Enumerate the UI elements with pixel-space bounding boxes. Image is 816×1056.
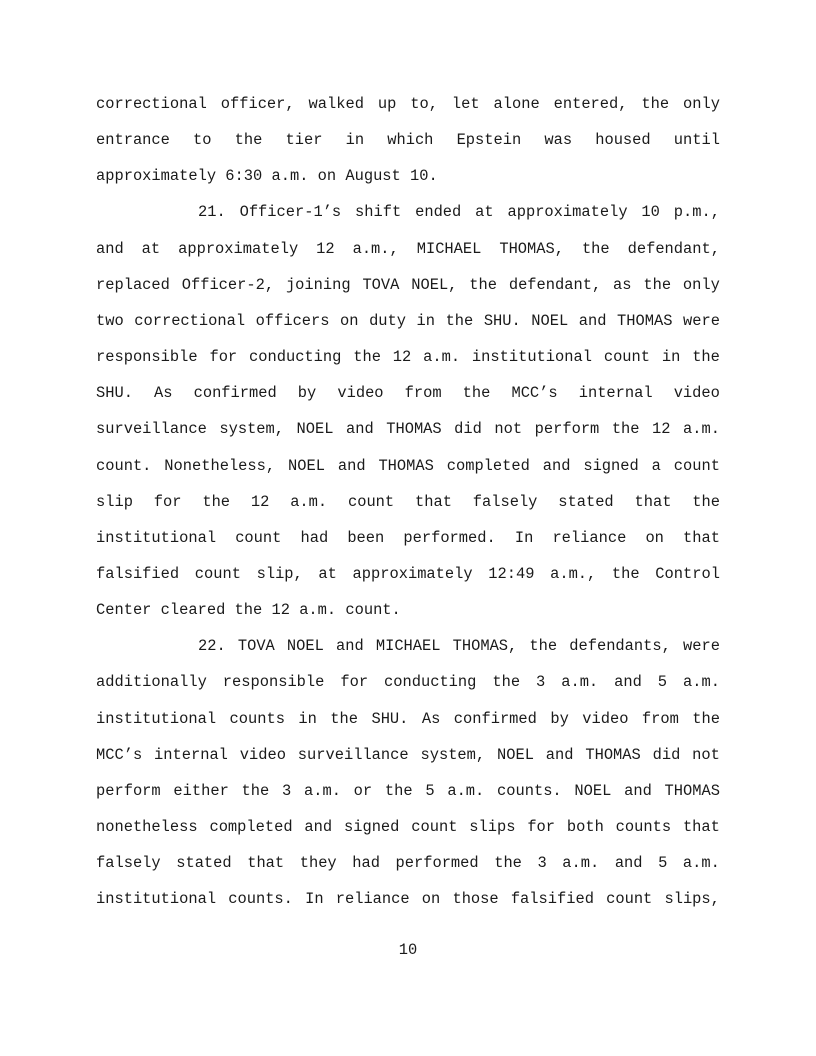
text-word: had bbox=[352, 854, 380, 873]
text-line bbox=[198, 636, 720, 656]
text-word: 3 bbox=[537, 854, 547, 873]
text-word: approximately bbox=[178, 239, 299, 258]
text-word: that bbox=[634, 492, 672, 511]
text-word: and bbox=[614, 673, 642, 692]
text-word: the bbox=[641, 95, 670, 113]
text-word: and bbox=[542, 456, 571, 475]
text-word: the bbox=[494, 854, 522, 873]
text-word: at bbox=[475, 203, 494, 222]
text-word: for bbox=[527, 818, 556, 836]
text-word: system, bbox=[219, 420, 285, 439]
text-word: Officer-2, bbox=[181, 275, 275, 294]
text-word: reliance bbox=[335, 890, 410, 909]
text-word: let bbox=[451, 95, 480, 113]
text-word: perform bbox=[534, 420, 600, 439]
text-word: in bbox=[298, 709, 317, 728]
text-word: they bbox=[299, 854, 337, 873]
text-word: THOMAS bbox=[386, 420, 442, 439]
text-word: until bbox=[673, 131, 720, 150]
text-word: performed bbox=[395, 854, 479, 873]
text-word: shift bbox=[355, 203, 402, 222]
text-word: 10 bbox=[641, 203, 660, 222]
text-word: In bbox=[305, 890, 324, 909]
text-word: correctional bbox=[134, 311, 246, 330]
text-word: NOEL bbox=[286, 637, 324, 656]
text-word: and bbox=[545, 745, 574, 764]
text-word: THOMAS bbox=[378, 456, 434, 475]
text-word: 5 bbox=[425, 781, 435, 800]
text-word: approximately bbox=[507, 203, 628, 222]
text-word: confirmed bbox=[193, 384, 277, 403]
text-word: additionally bbox=[96, 673, 207, 692]
text-word: and bbox=[614, 854, 643, 873]
text-word: 12 bbox=[652, 420, 671, 439]
text-word: 12:49 bbox=[488, 564, 535, 583]
text-word: only bbox=[683, 95, 720, 113]
text-word: counts. bbox=[497, 781, 562, 800]
text-word: MICHAEL bbox=[375, 637, 441, 656]
text-word: Nonetheless, bbox=[164, 456, 276, 475]
text-word: were bbox=[682, 311, 720, 330]
text-line bbox=[96, 564, 720, 584]
text-word: institutional bbox=[471, 348, 592, 367]
text-word: for bbox=[209, 348, 238, 367]
text-word: that bbox=[247, 854, 285, 873]
text-word: 5 bbox=[657, 673, 668, 692]
text-word: the bbox=[469, 275, 497, 294]
text-word: did bbox=[454, 420, 482, 439]
text-word: 3 bbox=[282, 781, 292, 800]
text-word: completed bbox=[446, 456, 530, 475]
text-word: THOMAS, bbox=[452, 637, 518, 656]
text-word: up bbox=[377, 95, 397, 113]
text-word: video bbox=[673, 384, 720, 403]
text-word: count bbox=[603, 348, 651, 367]
text-word: the bbox=[692, 348, 720, 367]
text-word: that bbox=[683, 528, 720, 547]
text-word: SHU. bbox=[371, 709, 409, 728]
text-word: not bbox=[692, 745, 720, 764]
text-word: the bbox=[529, 637, 558, 656]
text-word: the bbox=[353, 348, 381, 367]
text-word: count bbox=[235, 528, 282, 547]
text-word: that bbox=[682, 818, 720, 836]
page-number: 10 bbox=[398, 941, 418, 959]
text-word: falsified bbox=[96, 564, 180, 583]
text-word: Epstein bbox=[456, 131, 522, 150]
text-word: did bbox=[652, 745, 681, 764]
text-line: approximately 6:30 a.m. on August 10. bbox=[96, 167, 438, 186]
text-word: in bbox=[345, 131, 365, 150]
text-word: joining bbox=[285, 275, 351, 294]
text-word: THOMAS bbox=[585, 745, 641, 764]
text-word: NOEL bbox=[288, 456, 325, 475]
text-word: the bbox=[492, 673, 521, 692]
text-word: and bbox=[624, 781, 652, 800]
text-word: surveillance bbox=[297, 745, 409, 764]
text-word: THOMAS bbox=[617, 311, 673, 330]
text-word: slips bbox=[469, 818, 516, 836]
text-word: correctional bbox=[96, 95, 207, 113]
text-line bbox=[96, 456, 720, 476]
text-word: responsible bbox=[222, 673, 325, 692]
text-word: a.m. bbox=[561, 673, 599, 692]
text-word: a.m. bbox=[423, 348, 461, 367]
text-word: NOEL bbox=[496, 745, 534, 764]
text-word: 3 bbox=[536, 673, 546, 692]
text-word: slips, bbox=[664, 890, 720, 909]
text-word: 12 bbox=[316, 239, 335, 258]
text-word: in bbox=[416, 311, 436, 330]
text-word: by bbox=[297, 384, 317, 403]
text-word: stated bbox=[558, 492, 614, 511]
text-line bbox=[96, 528, 720, 548]
text-word: a.m., bbox=[550, 564, 597, 583]
text-word: at bbox=[318, 564, 337, 583]
text-word: the bbox=[611, 420, 640, 439]
text-word: SHU. bbox=[96, 384, 133, 403]
text-word: the bbox=[202, 492, 231, 511]
text-word: the bbox=[234, 131, 263, 150]
text-word: signed bbox=[343, 818, 400, 836]
text-word: a.m. bbox=[303, 781, 341, 800]
text-word: video bbox=[337, 384, 384, 403]
text-word: entered, bbox=[553, 95, 628, 113]
text-word: Officer-1’s bbox=[239, 203, 342, 222]
text-line bbox=[96, 889, 720, 909]
text-word: NOEL bbox=[531, 311, 569, 330]
text-word: count bbox=[194, 564, 241, 583]
text-word: 12 bbox=[250, 492, 270, 511]
text-word: NOEL bbox=[574, 781, 612, 800]
text-word: as bbox=[613, 275, 632, 294]
text-word: Control bbox=[655, 564, 720, 583]
text-word: a bbox=[651, 456, 661, 475]
text-word: institutional bbox=[96, 890, 217, 909]
text-word: TOVA bbox=[362, 275, 400, 294]
text-line bbox=[96, 311, 720, 331]
text-word: SHU. bbox=[483, 311, 521, 330]
text-word: institutional bbox=[96, 528, 217, 547]
text-word: MICHAEL bbox=[416, 239, 482, 258]
text-word: surveillance bbox=[96, 420, 207, 439]
text-word: NOEL, bbox=[411, 275, 458, 294]
text-word: for bbox=[340, 673, 369, 692]
text-word: or bbox=[353, 781, 373, 800]
text-word: conducting bbox=[249, 348, 342, 367]
text-word: confirmed bbox=[453, 709, 537, 728]
text-word: from bbox=[404, 384, 442, 403]
text-word: by bbox=[550, 709, 569, 728]
text-word: a.m. bbox=[447, 781, 485, 800]
text-word: As bbox=[154, 384, 173, 403]
text-word: institutional bbox=[96, 709, 217, 728]
text-word: completed bbox=[209, 818, 293, 836]
text-word: walked bbox=[308, 95, 364, 113]
text-word: 21. bbox=[198, 203, 226, 222]
text-word: responsible bbox=[96, 348, 198, 367]
text-word: was bbox=[544, 131, 573, 150]
text-word: and bbox=[336, 637, 364, 656]
text-line bbox=[96, 347, 720, 367]
text-word: that bbox=[414, 492, 452, 511]
text-line bbox=[96, 275, 720, 295]
text-line bbox=[96, 745, 720, 765]
text-word: falsified bbox=[510, 890, 594, 909]
text-word: count bbox=[673, 456, 720, 475]
text-word: THOMAS bbox=[664, 781, 720, 800]
text-line bbox=[198, 202, 720, 222]
text-line bbox=[96, 781, 720, 801]
text-word: signed bbox=[583, 456, 639, 475]
text-word: NOEL bbox=[296, 420, 334, 439]
text-word: for bbox=[153, 492, 182, 511]
text-line bbox=[96, 94, 720, 114]
text-word: and bbox=[96, 239, 124, 258]
text-word: and bbox=[337, 456, 366, 475]
text-line bbox=[96, 709, 720, 729]
text-word: alone bbox=[493, 95, 540, 113]
text-word: 22. bbox=[198, 637, 226, 656]
text-word: were bbox=[682, 637, 720, 656]
text-word: approximately bbox=[352, 564, 473, 583]
text-word: those bbox=[452, 890, 499, 909]
text-word: officers bbox=[255, 311, 330, 330]
text-word: the bbox=[241, 781, 270, 800]
text-word: In bbox=[514, 528, 534, 547]
text-word: been bbox=[347, 528, 385, 547]
text-word: defendants, bbox=[569, 637, 671, 656]
text-word: and bbox=[304, 818, 333, 836]
text-word: THOMAS, bbox=[499, 239, 564, 258]
text-word: a.m., bbox=[352, 239, 399, 258]
text-word: the bbox=[643, 275, 672, 294]
text-word: defendant, bbox=[508, 275, 602, 294]
text-word: both bbox=[566, 818, 604, 836]
text-word: had bbox=[300, 528, 329, 547]
text-word: As bbox=[421, 709, 441, 728]
text-word: the bbox=[330, 709, 359, 728]
text-line bbox=[96, 817, 720, 837]
text-word: duty bbox=[369, 311, 407, 330]
text-word: two bbox=[96, 311, 124, 330]
text-line bbox=[96, 672, 720, 692]
text-word: at bbox=[141, 239, 161, 258]
text-word: counts bbox=[615, 818, 672, 836]
text-word: counts. bbox=[228, 890, 293, 909]
text-word: perform bbox=[96, 781, 161, 800]
text-word: which bbox=[387, 131, 434, 150]
text-word: slip bbox=[96, 492, 133, 511]
text-word: count bbox=[347, 492, 395, 511]
text-word: conducting bbox=[384, 673, 477, 692]
text-line bbox=[96, 239, 720, 259]
text-word: replaced bbox=[96, 275, 170, 294]
text-line: Center cleared the 12 a.m. count. bbox=[96, 601, 401, 620]
text-word: falsely bbox=[472, 492, 538, 511]
text-word: either bbox=[173, 781, 229, 800]
text-word: from bbox=[641, 709, 679, 728]
text-word: to bbox=[193, 131, 212, 150]
text-word: only bbox=[682, 275, 720, 294]
text-word: performed. bbox=[403, 528, 496, 547]
text-word: MCC’s bbox=[96, 745, 143, 764]
text-word: count bbox=[606, 890, 653, 909]
text-word: ended bbox=[415, 203, 462, 222]
text-word: video bbox=[582, 709, 629, 728]
text-word: MCC’s bbox=[511, 384, 558, 403]
text-word: internal bbox=[578, 384, 653, 403]
text-word: reliance bbox=[552, 528, 627, 547]
text-word: nonetheless bbox=[96, 818, 198, 836]
text-word: the bbox=[692, 492, 720, 511]
text-word: the bbox=[611, 564, 640, 583]
text-word: the bbox=[581, 239, 610, 258]
text-word: count. bbox=[96, 456, 152, 475]
text-word: a.m. bbox=[683, 420, 720, 439]
text-word: defendant, bbox=[627, 239, 720, 258]
text-word: stated bbox=[176, 854, 232, 873]
text-word: on bbox=[645, 528, 664, 547]
text-word: a.m. bbox=[683, 673, 720, 692]
text-word: to, bbox=[410, 95, 438, 113]
text-word: counts bbox=[229, 709, 285, 728]
text-line bbox=[96, 130, 720, 150]
text-word: and bbox=[346, 420, 374, 439]
text-word: tier bbox=[285, 131, 323, 150]
text-word: and bbox=[578, 311, 607, 330]
text-word: system, bbox=[420, 745, 486, 764]
text-word: 12 bbox=[392, 348, 412, 367]
text-word: a.m. bbox=[682, 854, 720, 873]
text-word: video bbox=[239, 745, 286, 764]
text-word: a.m. bbox=[290, 492, 328, 511]
text-word: entrance bbox=[96, 131, 170, 150]
text-word: slip, bbox=[256, 564, 303, 583]
text-word: falsely bbox=[96, 854, 161, 873]
text-word: p.m., bbox=[673, 203, 720, 222]
text-word: the bbox=[384, 781, 413, 800]
text-word: the bbox=[692, 709, 720, 728]
text-word: officer, bbox=[220, 95, 295, 113]
text-line bbox=[96, 492, 720, 512]
text-word: a.m. bbox=[562, 854, 600, 873]
text-word: on bbox=[340, 311, 359, 330]
text-line bbox=[96, 419, 720, 439]
text-word: the bbox=[445, 311, 474, 330]
text-line bbox=[96, 853, 720, 873]
text-word: internal bbox=[154, 745, 228, 764]
text-word: not bbox=[494, 420, 523, 439]
text-word: housed bbox=[595, 131, 651, 150]
text-word: 5 bbox=[658, 854, 668, 873]
text-word: on bbox=[421, 890, 441, 909]
text-word: TOVA bbox=[237, 637, 275, 656]
text-word: the bbox=[462, 384, 491, 403]
text-word: in bbox=[661, 348, 681, 367]
text-line bbox=[96, 383, 720, 403]
text-word: count bbox=[411, 818, 458, 836]
